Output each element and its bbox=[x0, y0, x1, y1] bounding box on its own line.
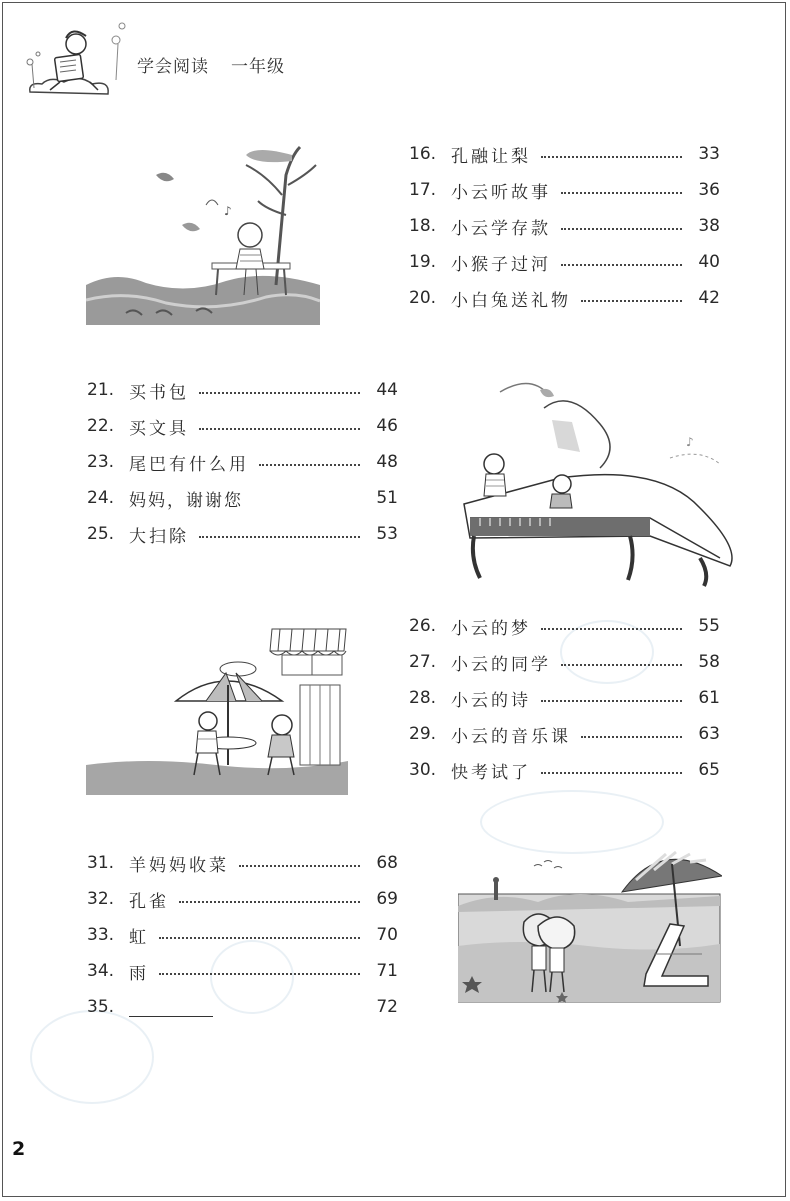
entry-number: 21. bbox=[87, 380, 115, 400]
dot-leader bbox=[541, 700, 682, 702]
entry-page: 69 bbox=[376, 889, 398, 909]
entry-number: 23. bbox=[87, 452, 115, 472]
illustration-piano bbox=[460, 368, 742, 596]
toc-entry[interactable] bbox=[87, 483, 398, 513]
entry-page: 53 bbox=[376, 524, 398, 544]
entry-page: 40 bbox=[698, 252, 720, 272]
illustration-tree-bench bbox=[86, 135, 320, 325]
bleed-through-ornament bbox=[480, 790, 664, 854]
toc-entry[interactable] bbox=[409, 283, 720, 313]
dot-leader bbox=[259, 464, 360, 466]
toc-group-2 bbox=[87, 375, 398, 555]
entry-number: 22. bbox=[87, 416, 115, 436]
dot-leader bbox=[561, 664, 682, 666]
entry-number: 35. bbox=[87, 997, 115, 1017]
running-header bbox=[137, 52, 307, 77]
dot-leader bbox=[239, 865, 360, 867]
entry-title: 小云学存款 bbox=[451, 218, 551, 239]
entry-number: 16. bbox=[409, 144, 437, 164]
entry-number: 33. bbox=[87, 925, 115, 945]
toc-entry[interactable] bbox=[87, 956, 398, 986]
entry-title: 大扫除 bbox=[129, 526, 189, 547]
dot-leader bbox=[581, 300, 682, 302]
entry-page: 55 bbox=[698, 616, 720, 636]
toc-entry[interactable] bbox=[409, 247, 720, 277]
entry-page: 38 bbox=[698, 216, 720, 236]
entry-page: 48 bbox=[376, 452, 398, 472]
toc-entry[interactable] bbox=[87, 920, 398, 950]
dot-leader bbox=[561, 228, 682, 230]
entry-number: 30. bbox=[409, 760, 437, 780]
entry-number: 34. bbox=[87, 961, 115, 981]
entry-number: 19. bbox=[409, 252, 437, 272]
dot-leader bbox=[199, 392, 360, 394]
header-illustration bbox=[20, 14, 132, 104]
entry-title: 虹 bbox=[129, 927, 149, 948]
toc-entry[interactable] bbox=[409, 611, 720, 641]
entry-page: 68 bbox=[376, 853, 398, 873]
entry-title: 小白兔送礼物 bbox=[451, 290, 571, 311]
entry-title: 小云听故事 bbox=[451, 182, 551, 203]
entry-title: 买文具 bbox=[129, 418, 189, 439]
toc-entry[interactable] bbox=[87, 375, 398, 405]
blank-title-line bbox=[129, 998, 213, 1017]
dot-leader bbox=[199, 428, 360, 430]
toc-entry[interactable] bbox=[409, 683, 720, 713]
cafe-umbrella-icon bbox=[86, 625, 348, 795]
entry-number: 31. bbox=[87, 853, 115, 873]
toc-entry[interactable] bbox=[409, 175, 720, 205]
dot-leader bbox=[159, 973, 360, 975]
toc-entry[interactable] bbox=[409, 719, 720, 749]
toc-group-4 bbox=[87, 848, 398, 1028]
entry-page: 61 bbox=[698, 688, 720, 708]
entry-page: 70 bbox=[376, 925, 398, 945]
entry-number: 20. bbox=[409, 288, 437, 308]
dot-leader bbox=[561, 192, 682, 194]
toc-entry[interactable] bbox=[409, 211, 720, 241]
dot-leader bbox=[561, 264, 682, 266]
toc-entry[interactable] bbox=[409, 647, 720, 677]
entry-number: 18. bbox=[409, 216, 437, 236]
toc-entry[interactable] bbox=[409, 755, 720, 785]
illustration-cafe bbox=[86, 625, 348, 795]
toc-group-1 bbox=[409, 139, 720, 319]
entry-title: 小云的音乐课 bbox=[451, 726, 571, 747]
entry-number: 25. bbox=[87, 524, 115, 544]
toc-entry[interactable] bbox=[409, 139, 720, 169]
dot-leader bbox=[581, 736, 682, 738]
dot-leader bbox=[179, 901, 360, 903]
illustration-beach bbox=[458, 846, 722, 1004]
svg-text:♪: ♪ bbox=[686, 435, 694, 449]
entry-page: 44 bbox=[376, 380, 398, 400]
dot-leader bbox=[541, 772, 682, 774]
entry-page: 63 bbox=[698, 724, 720, 744]
entry-title: 尾巴有什么用 bbox=[129, 454, 249, 475]
entry-title: 快考试了 bbox=[451, 762, 531, 783]
page-number: 2 bbox=[12, 1138, 26, 1160]
entry-page: 36 bbox=[698, 180, 720, 200]
entry-title: 买书包 bbox=[129, 382, 189, 403]
entry-page: 71 bbox=[376, 961, 398, 981]
entry-number: 17. bbox=[409, 180, 437, 200]
toc-entry[interactable] bbox=[87, 848, 398, 878]
beach-umbrella-couple-icon bbox=[458, 846, 722, 1004]
dot-leader bbox=[541, 628, 682, 630]
entry-title: 妈妈，谢谢您 bbox=[129, 490, 243, 511]
entry-title: 小云的同学 bbox=[451, 654, 551, 675]
entry-page: 46 bbox=[376, 416, 398, 436]
entry-number: 27. bbox=[409, 652, 437, 672]
entry-title: 羊妈妈收菜 bbox=[129, 855, 229, 876]
entry-page: 33 bbox=[698, 144, 720, 164]
toc-group-3 bbox=[409, 611, 720, 791]
toc-entry[interactable] bbox=[87, 992, 398, 1022]
book-title: 学会阅读 bbox=[137, 57, 209, 77]
reading-child-icon bbox=[20, 14, 132, 104]
girl-on-bench-tree-icon bbox=[86, 135, 320, 325]
toc-entry[interactable] bbox=[87, 411, 398, 441]
toc-entry[interactable] bbox=[87, 447, 398, 477]
entry-page: 58 bbox=[698, 652, 720, 672]
entry-page: 51 bbox=[376, 488, 398, 508]
children-at-piano-icon bbox=[460, 368, 742, 596]
entry-title: 孔雀 bbox=[129, 891, 169, 912]
toc-entry[interactable] bbox=[87, 884, 398, 914]
grade-label: 一年级 bbox=[231, 57, 285, 77]
entry-page: 65 bbox=[698, 760, 720, 780]
entry-number: 28. bbox=[409, 688, 437, 708]
entry-title: 小云的诗 bbox=[451, 690, 531, 711]
dot-leader bbox=[199, 536, 360, 538]
entry-title: 小云的梦 bbox=[451, 618, 531, 639]
entry-title: 雨 bbox=[129, 963, 149, 984]
entry-page: 72 bbox=[376, 997, 398, 1017]
svg-text:♪: ♪ bbox=[224, 204, 232, 218]
dot-leader bbox=[253, 500, 360, 502]
dot-leader bbox=[159, 937, 360, 939]
entry-number: 32. bbox=[87, 889, 115, 909]
entry-title: 小猴子过河 bbox=[451, 254, 551, 275]
entry-number: 26. bbox=[409, 616, 437, 636]
dot-leader bbox=[541, 156, 682, 158]
entry-number: 29. bbox=[409, 724, 437, 744]
entry-number: 24. bbox=[87, 488, 115, 508]
entry-page: 42 bbox=[698, 288, 720, 308]
toc-entry[interactable] bbox=[87, 519, 398, 549]
entry-title: 孔融让梨 bbox=[451, 146, 531, 167]
